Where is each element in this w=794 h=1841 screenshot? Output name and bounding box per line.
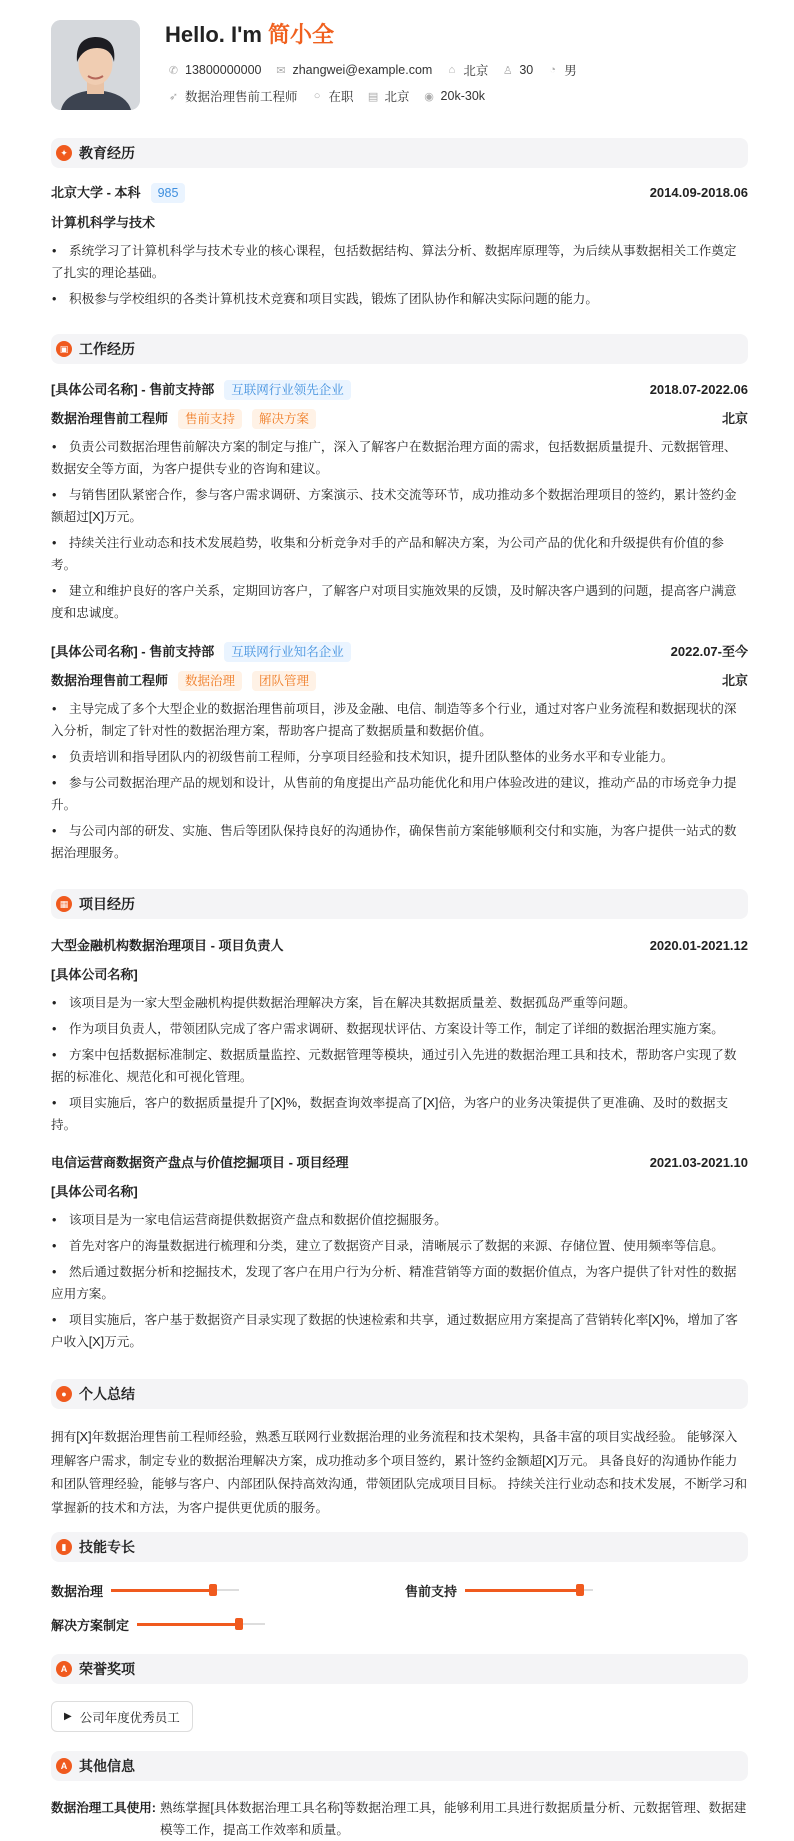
list-item: • 然后通过数据分析和挖掘技术，发现了客户在用户行为分析、精准营销等方面的数据价值点，为客户提供了针对性的数据应用方案。	[51, 1261, 748, 1305]
education-period: 2014.09-2018.06	[649, 185, 748, 200]
contact-value: 男	[564, 64, 577, 78]
list-item: • 方案中包括数据标准制定、数据质量监控、元数据管理等模块，通过引入先进的数据治理工具和技术，帮助客户实现了数据的标准化、规范化和可视化管理。	[51, 1044, 748, 1088]
award-icon: A	[56, 1661, 72, 1677]
list-item: • 持续关注行业动态和技术发展趋势，收集和分析竞争对手的产品和解决方案，为公司产品的优化和升级提供有价值的参考。	[51, 532, 748, 576]
list-item: • 负责培训和指导团队内的初级售前工程师，分享项目经验和技术知识，提升团队整体的业务水平和专业能力。	[51, 746, 748, 768]
caret-right-icon: ▶	[64, 1711, 72, 1722]
profile-photo	[51, 20, 140, 110]
skill-name: 数据治理	[51, 1583, 104, 1599]
candidate-name: 简小全	[268, 22, 335, 47]
summary-text: 拥有[X]年数据治理售前工程师经验，熟悉互联网行业数据治理的业务流程和技术架构，具备丰富的项目实战经验。 能够深入理解客户需求，制定专业的数据治理解决方案，成功推动多个项目签约，累计签约金额超[X]万元。 具备良好的沟通协作能力和团队管理经验，能够与客户、内部团队保持高效沟通，带领团队完成项目目标。 持续关注行业动态和技术发展，不断学习和掌握新的技术和方法，为客户提供更优质的服务。	[51, 1430, 748, 1515]
project-bullets	[51, 992, 748, 1136]
work-item	[51, 377, 748, 624]
list-item: • 作为项目负责人，带领团队完成了客户需求调研、数据现状评估、方案设计等工作，制定了详细的数据治理实施方案。	[51, 1018, 748, 1040]
school-name: 北京大学 - 本科	[51, 185, 141, 200]
skill-fill	[137, 1623, 239, 1626]
work-bullets	[51, 436, 748, 624]
section-header-skills	[51, 1532, 748, 1562]
company-tag: 互联网行业知名企业	[224, 642, 351, 662]
mail-icon: ✉	[276, 64, 286, 77]
salary-icon: ◉	[424, 90, 434, 103]
contact-value: 数据治理售前工程师	[185, 90, 298, 104]
list-item: • 系统学习了计算机科学与技术专业的核心课程，包括数据结构、算法分析、数据库原理等，为后续从事数据相关工作奠定了扎实的理论基础。	[51, 240, 748, 284]
section-title: 荣誉奖项	[79, 1661, 135, 1677]
honor-badge	[51, 1701, 193, 1732]
section-title: 教育经历	[79, 145, 135, 161]
list-item: • 负责公司数据治理售前解决方案的制定与推广，深入了解客户在数据治理方面的需求，包括数据质量提升、元数据管理、数据安全等方面，为客户提供专业的咨询和建议。	[51, 436, 748, 480]
role-tag: 解决方案	[252, 409, 316, 429]
grid-icon: ▦	[56, 896, 72, 912]
resume	[51, 0, 748, 1841]
section-title: 技能专长	[79, 1539, 135, 1555]
skill-fill	[111, 1589, 213, 1592]
role-tag: 数据治理	[178, 671, 242, 691]
work-period: 2022.07-至今	[670, 644, 748, 659]
project-company: [具体公司名称]	[51, 1184, 138, 1199]
work-company-row	[51, 639, 748, 665]
project-item	[51, 933, 748, 1136]
home-icon: ⌂	[448, 64, 456, 76]
major: 计算机科学与技术	[51, 215, 156, 230]
contact-value: 30	[519, 63, 534, 77]
contact-value: 20k-30k	[440, 89, 486, 103]
work-period: 2018.07-2022.06	[649, 382, 748, 397]
list-item: • 参与公司数据治理产品的规划和设计，从售前的角度提出产品功能优化和用户体验改进的建议，推动产品的市场竞争力提升。	[51, 772, 748, 816]
phone-icon: ✆	[168, 64, 179, 77]
skill-slider[interactable]	[111, 1589, 239, 1591]
work-company-row	[51, 377, 748, 403]
skill-name: 售前支持	[405, 1583, 458, 1599]
building-icon: ▤	[367, 90, 379, 103]
project-bullets	[51, 1209, 748, 1353]
section-header-other	[51, 1751, 748, 1781]
project-period: 2020.01-2021.12	[649, 938, 748, 953]
list-item: • 积极参与学校组织的各类计算机技术竞赛和项目实践，锻炼了团队协作和解决实际问题的能力。	[51, 288, 748, 310]
list-item: • 建立和维护良好的客户关系，定期回访客户，了解客户对项目实施效果的反馈，及时解决客户遇到的问题，提高客户满意度和忠诚度。	[51, 580, 748, 624]
role-tag: 售前支持	[178, 409, 242, 429]
skill-item	[51, 1577, 405, 1603]
company-name: [具体公司名称] - 售前支持部	[51, 644, 215, 659]
list-item: • 项目实施后，客户基于数据资产目录实现了数据的快速检索和共享，通过数据应用方案提高了营销转化率[X]%，增加了客户收入[X]万元。	[51, 1309, 748, 1353]
education-row	[51, 180, 748, 206]
role-tag: 团队管理	[252, 671, 316, 691]
skill-slider[interactable]	[465, 1589, 593, 1591]
section-header-education	[51, 138, 748, 168]
person-icon: ●	[56, 1386, 72, 1402]
work-role-row	[51, 668, 748, 694]
chart-icon: ▮	[56, 1539, 72, 1555]
project-company: [具体公司名称]	[51, 967, 138, 982]
job-icon: ➶	[168, 90, 179, 103]
other-info-row	[51, 1797, 748, 1841]
skill-thumb	[235, 1618, 243, 1630]
contact-value: 13800000000	[185, 63, 262, 77]
section-title: 项目经历	[79, 896, 135, 912]
section-header-work	[51, 334, 748, 364]
company-tag: 互联网行业领先企业	[224, 380, 351, 400]
work-city: 北京	[721, 673, 748, 688]
skill-slider[interactable]	[137, 1623, 265, 1625]
honor-label: 公司年度优秀员工	[79, 1710, 180, 1725]
contact-value: 北京	[463, 64, 489, 78]
section-header-projects	[51, 889, 748, 919]
project-title-row	[51, 1150, 748, 1176]
skill-fill	[465, 1589, 580, 1592]
project-item	[51, 1150, 748, 1353]
skill-thumb	[576, 1584, 584, 1596]
other-info-label: 数据治理工具使用:	[51, 1801, 156, 1815]
project-name: 电信运营商数据资产盘点与价值挖掘项目 - 项目经理	[51, 1155, 349, 1170]
education-bullets	[51, 240, 748, 310]
list-item: • 与公司内部的研发、实施、售后等团队保持良好的沟通协作，确保售前方案能够顺利交付和实施，为客户提供一站式的数据治理服务。	[51, 820, 748, 864]
work-bullets	[51, 698, 748, 864]
info-icon: A	[56, 1758, 72, 1774]
list-item: • 项目实施后，客户的数据质量提升了[X]%，数据查询效率提高了[X]倍，为客户的业务决策提供了更准确、及时的数据支持。	[51, 1092, 748, 1136]
project-title-row	[51, 933, 748, 959]
work-item	[51, 639, 748, 864]
list-item: • 该项目是为一家大型金融机构提供数据治理解决方案，旨在解决其数据质量差、数据孤岛严重等问题。	[51, 992, 748, 1014]
list-item: • 该项目是为一家电信运营商提供数据资产盘点和数据价值挖掘服务。	[51, 1209, 748, 1231]
skill-name: 解决方案制定	[51, 1617, 130, 1633]
section-header-honors	[51, 1654, 748, 1684]
list-item: • 主导完成了多个大型企业的数据治理售前项目，涉及金融、电信、制造等多个行业，通过对客户业务流程和数据现状的深入分析，制定了针对性的数据治理方案，帮助客户提高了数据质量和数据价值。	[51, 698, 748, 742]
status-icon: ○	[313, 90, 321, 102]
skill-item	[405, 1577, 748, 1603]
list-item: • 首先对客户的海量数据进行梳理和分类，建立了数据资产目录，清晰展示了数据的来源、存储位置、使用频率等信息。	[51, 1235, 748, 1257]
role-name: 数据治理售前工程师	[51, 673, 169, 688]
section-title: 工作经历	[79, 341, 135, 357]
skills-list	[51, 1577, 748, 1637]
contact-row-1	[168, 61, 591, 79]
section-title: 其他信息	[79, 1758, 135, 1774]
resume-header	[51, 0, 748, 138]
skill-thumb	[209, 1584, 217, 1596]
project-name: 大型金融机构数据治理项目 - 项目负责人	[51, 938, 284, 953]
list-item: • 与销售团队紧密合作，参与客户需求调研、方案演示、技术交流等环节，成功推动多个数据治理项目的签约，累计签约金额超过[X]万元。	[51, 484, 748, 528]
contact-value: zhangwei@example.com	[292, 63, 433, 77]
role-name: 数据治理售前工程师	[51, 411, 169, 426]
contact-row-2	[168, 87, 499, 105]
skill-item	[51, 1611, 405, 1637]
other-info-value: 熟练掌握[具体数据治理工具名称]等数据治理工具，能够利用工具进行数据质量分析、元数据管理、数据建模等工作，提高工作效率和质量。	[160, 1801, 747, 1837]
honors-list	[51, 1701, 748, 1732]
contact-value: 北京	[384, 90, 410, 104]
graduation-icon: ✦	[56, 145, 72, 161]
project-period: 2021.03-2021.10	[649, 1155, 748, 1170]
contact-value: 在职	[328, 90, 354, 104]
company-name: [具体公司名称] - 售前支持部	[51, 382, 215, 397]
work-city: 北京	[721, 411, 748, 426]
work-role-row	[51, 406, 748, 432]
section-header-summary	[51, 1379, 748, 1409]
school-tag: 985	[151, 183, 186, 203]
section-title: 个人总结	[79, 1386, 135, 1402]
age-icon: ♙	[502, 64, 513, 77]
greeting-text: Hello. I'm	[165, 22, 269, 47]
gender-icon: ◔	[549, 64, 557, 76]
greeting-title	[165, 18, 334, 49]
briefcase-icon: ▣	[56, 341, 72, 357]
